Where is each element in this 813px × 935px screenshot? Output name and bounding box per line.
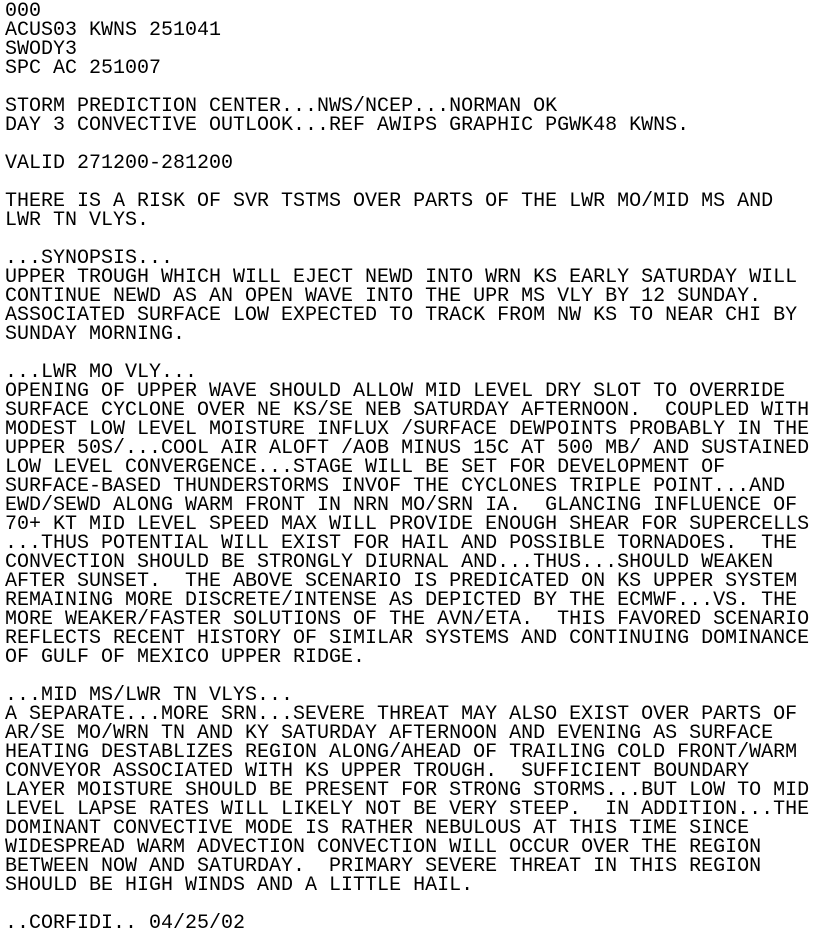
mid-ms-line: LEVEL LAPSE RATES WILL LIKELY NOT BE VERY STEEP. IN ADDITION...THE — [5, 798, 810, 821]
mid-ms-line: A SEPARATE...MORE SRN...SEVERE THREAT MAY ALSO EXIST OVER PARTS OF — [5, 703, 798, 726]
lwr-mo-vly-line: OF GULF OF MEXICO UPPER RIDGE. — [5, 646, 366, 669]
lwr-mo-vly-line: REFLECTS RECENT HISTORY OF SIMILAR SYSTEMS AND CONTINUING DOMINANCE — [5, 627, 810, 650]
mid-ms-line: SHOULD BE HIGH WINDS AND A LITTLE HAIL. — [5, 874, 474, 897]
lwr-mo-vly-line: REMAINING MORE DISCRETE/INTENSE AS DEPICTED BY THE ECMWF...VS. THE — [5, 589, 798, 612]
mid-ms-line: CONVEYOR ASSOCIATED WITH KS UPPER TROUGH. SUFFICIENT BOUNDARY — [5, 760, 750, 783]
risk-summary: LWR TN VLYS. — [5, 209, 150, 232]
mid-ms-line: HEATING DESTABLIZES REGION ALONG/AHEAD OF TRAILING COLD FRONT/WARM — [5, 741, 798, 764]
lwr-mo-vly-line: MORE WEAKER/FASTER SOLUTIONS OF THE AVN/ETA. THIS FAVORED SCENARIO — [5, 608, 810, 631]
synopsis-line: ASSOCIATED SURFACE LOW EXPECTED TO TRACK FROM NW KS TO NEAR CHI BY — [5, 304, 798, 327]
lwr-mo-vly-line: EWD/SEWD ALONG WARM FRONT IN NRN MO/SRN IA. GLANCING INFLUENCE OF — [5, 494, 798, 517]
lwr-mo-vly-line: ...THUS POTENTIAL WILL EXIST FOR HAIL AND POSSIBLE TORNADOES. THE — [5, 532, 798, 555]
synopsis-line: CONTINUE NEWD AS AN OPEN WAVE INTO THE UPR MS VLY BY 12 SUNDAY. — [5, 285, 762, 308]
office-title: STORM PREDICTION CENTER...NWS/NCEP...NORMAN OK — [5, 95, 558, 118]
lwr-mo-vly-line: SURFACE CYCLONE OVER NE KS/SE NEB SATURDAY AFTERNOON. COUPLED WITH — [5, 399, 810, 422]
lwr-mo-vly-line: SURFACE-BASED THUNDERSTORMS INVOF THE CYCLONES TRIPLE POINT...AND — [5, 475, 786, 498]
header-line: ACUS03 KWNS 251041 — [5, 19, 222, 42]
mid-ms-line: AR/SE MO/WRN TN AND KY SATURDAY AFTERNOON AND EVENING AS SURFACE — [5, 722, 774, 745]
header-line: SWODY3 — [5, 38, 78, 61]
lwr-mo-vly-line: OPENING OF UPPER WAVE SHOULD ALLOW MID LEVEL DRY SLOT TO OVERRIDE — [5, 380, 786, 403]
lwr-mo-vly-heading: ...LWR MO VLY... — [5, 361, 198, 384]
synopsis-line: UPPER TROUGH WHICH WILL EJECT NEWD INTO WRN KS EARLY SATURDAY WILL — [5, 266, 798, 289]
mid-ms-line: DOMINANT CONVECTIVE MODE IS RATHER NEBULOUS AT THIS TIME SINCE — [5, 817, 750, 840]
lwr-mo-vly-line: CONVECTION SHOULD BE STRONGLY DIURNAL AND...THUS...SHOULD WEAKEN — [5, 551, 774, 574]
product-title: DAY 3 CONVECTIVE OUTLOOK...REF AWIPS GRAPHIC PGWK48 KWNS. — [5, 114, 690, 137]
mid-ms-heading: ...MID MS/LWR TN VLYS... — [5, 684, 294, 707]
synopsis-line: SUNDAY MORNING. — [5, 323, 186, 346]
valid-period: VALID 271200-281200 — [5, 152, 234, 175]
synopsis-heading: ...SYNOPSIS... — [5, 247, 174, 270]
lwr-mo-vly-line: UPPER 50S/...COOL AIR ALOFT /AOB MINUS 15C AT 500 MB/ AND SUSTAINED — [5, 437, 810, 460]
header-line: 000 — [5, 0, 42, 23]
header-line: SPC AC 251007 — [5, 57, 162, 80]
forecaster-signature: ..CORFIDI.. 04/25/02 — [5, 912, 246, 935]
lwr-mo-vly-line: MODEST LOW LEVEL MOISTURE INFLUX /SURFACE DEWPOINTS PROBABLY IN THE — [5, 418, 810, 441]
lwr-mo-vly-line: LOW LEVEL CONVERGENCE...STAGE WILL BE SET FOR DEVELOPMENT OF — [5, 456, 726, 479]
mid-ms-line: WIDESPREAD WARM ADVECTION CONVECTION WILL OCCUR OVER THE REGION — [5, 836, 762, 859]
mid-ms-line: BETWEEN NOW AND SATURDAY. PRIMARY SEVERE THREAT IN THIS REGION — [5, 855, 762, 878]
lwr-mo-vly-line: 70+ KT MID LEVEL SPEED MAX WILL PROVIDE ENOUGH SHEAR FOR SUPERCELLS — [5, 513, 810, 536]
mid-ms-line: LAYER MOISTURE SHOULD BE PRESENT FOR STRONG STORMS...BUT LOW TO MID — [5, 779, 810, 802]
lwr-mo-vly-line: AFTER SUNSET. THE ABOVE SCENARIO IS PREDICATED ON KS UPPER SYSTEM — [5, 570, 798, 593]
risk-summary: THERE IS A RISK OF SVR TSTMS OVER PARTS OF THE LWR MO/MID MS AND — [5, 190, 774, 213]
